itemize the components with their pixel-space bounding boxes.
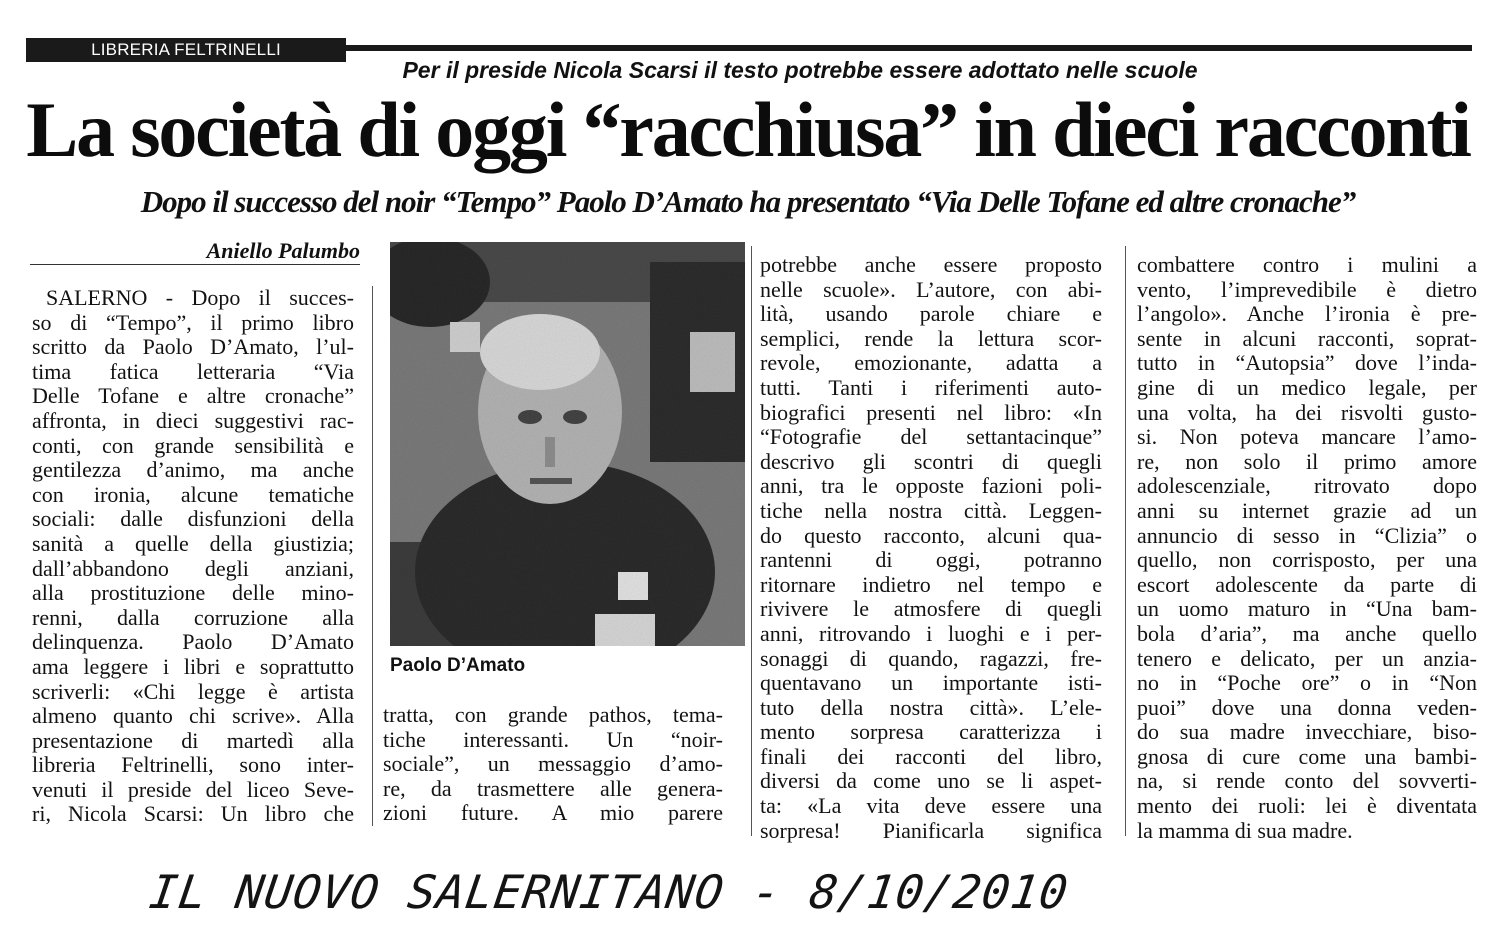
text-line: vento, l’imprevedibile è dietro [1137,277,1477,302]
text-line: adolescenziale, ritrovato dopo [1137,474,1477,499]
text-line: ritornare indietro nel tempo e [760,572,1102,597]
text-line: tuto della nostra città». L’ele- [760,695,1102,720]
photo-caption: Paolo D’Amato [390,655,526,676]
text-line: venuti il preside del liceo Seve- [32,777,354,802]
column-divider [751,246,752,836]
text-line: alla prostituzione delle mino- [32,581,354,606]
article-column-2 [383,703,723,826]
text-line: so di “Tempo”, il primo libro [32,310,354,335]
article-column-4 [1137,253,1477,843]
text-line: tiche nella nostra città. Leggen- [760,498,1102,523]
text-line: Delle Tofane e altre cronache” [32,384,354,409]
text-line: tima fatica letteraria “Via [32,359,354,384]
subheadline: Dopo il successo del noir “Tempo” Paolo D’Amato ha presentato “Via Delle Tofane ed altre cronache” [140,184,1356,219]
text-line: con ironia, alcune tematiche [32,482,354,507]
text-line: anni, ritrovando i luoghi e i per- [760,621,1102,646]
text-line: bola d’aria”, ma anche quello [1137,621,1477,646]
text-line: biografici presenti nel libro: «In [760,400,1102,425]
text-line: mento dei ruoli: lei è diventata [1137,794,1477,819]
text-line: conti, con grande sensibilità e [32,433,354,458]
text-line: rantenni di oggi, potranno [760,548,1102,573]
text-line: combattere contro i mulini a [1137,253,1477,277]
text-line: lità, usando parole chiare e [760,302,1102,327]
byline: Aniello Palumbo [206,238,360,263]
column-divider [1125,246,1126,836]
text-line: sente in alcuni racconti, soprat- [1137,326,1477,351]
text-line: semplici, rende la lettura scor- [760,326,1102,351]
headline: La società di oggi “racchiusa” in dieci racconti [26,86,1470,173]
text-line: tiche interessanti. Un “noir- [383,727,723,752]
text-line: gine di un medico legale, per [1137,375,1477,400]
author-photo [390,242,745,646]
text-line: sociale”, un messaggio d’amo- [383,752,723,777]
author-portrait-image [390,242,745,646]
text-line: do sua madre invecchiare, biso- [1137,720,1477,745]
text-line: una volta, ha dei risvolti gusto- [1137,400,1477,425]
byline-rule [30,264,360,265]
text-line: finali dei racconti del libro, [760,744,1102,769]
section-label: LIBRERIA FELTRINELLI [26,38,346,62]
text-line: sociali: dalle disfunzioni della [32,507,354,532]
text-line: ta: «La vita deve essere una [760,794,1102,819]
text-line: un uomo maturo in “Una bam- [1137,597,1477,622]
text-line: tutti. Tanti i riferimenti auto- [760,375,1102,400]
text-line: sorpresa! Pianificarla significa [760,818,1102,843]
text-line: no in “Poche ore” o in “Non [1137,671,1477,696]
text-line: zioni future. A mio parere [383,801,723,826]
text-line: SALERNO - Dopo il succes- [46,286,354,310]
text-line: mento sorpresa caratterizza i [760,720,1102,745]
kicker: Per il preside Nicola Scarsi il testo potrebbe essere adottato nelle scuole [402,57,1198,83]
text-line: sanità a quelle della giustizia; [32,531,354,556]
text-line: scriverli: «Chi legge è artista [32,679,354,704]
text-line: libreria Feltrinelli, sono inter- [32,753,354,778]
text-line: sonaggi di quando, ragazzi, fre- [760,646,1102,671]
text-line: gnosa di cure come una bambi- [1137,744,1477,769]
text-line: renni, dalla corruzione alla [32,605,354,630]
text-line: tratta, con grande pathos, tema- [383,703,723,727]
article-column-1 [32,286,354,827]
text-line: quello, non corrisposto, per una [1137,548,1477,573]
text-line: delinquenza. Paolo D’Amato [32,630,354,655]
text-line: puoi” dove una donna veden- [1137,695,1477,720]
text-line: scritto da Paolo D’Amato, l’ul- [32,335,354,360]
text-line: dall’abbandono degli anziani, [32,556,354,581]
text-line: potrebbe anche essere proposto [760,253,1102,277]
text-line: diversi da come uno se li aspet- [760,769,1102,794]
text-line: anni, tra le opposte fazioni poli- [760,474,1102,499]
text-line: re, da trasmettere alle genera- [383,776,723,801]
text-line: “Fotografie del settantacinque” [760,425,1102,450]
text-line: do questo racconto, alcuni qua- [760,523,1102,548]
text-line: almeno quanto chi scrive». Alla [32,704,354,729]
column-divider [372,286,373,826]
text-line: revole, emozionante, adatta a [760,351,1102,376]
text-line: rivivere le atmosfere di quegli [760,597,1102,622]
text-line: ama leggere i libri e soprattutto [32,654,354,679]
text-line: gentilezza d’animo, ma anche [32,458,354,483]
text-line: affronta, in dieci suggestivi rac- [32,408,354,433]
text-line: tenero e delicato, per un anzia- [1137,646,1477,671]
text-line: anni su internet grazie ad un [1137,498,1477,523]
text-line: annuncio di sesso in “Clizia” o [1137,523,1477,548]
text-line: presentazione di martedì alla [32,728,354,753]
text-line: tutto in “Autopsia” dove l’inda- [1137,351,1477,376]
text-line: si. Non poteva mancare l’amo- [1137,425,1477,450]
handwritten-source-note: IL NUOVO SALERNITANO - 8/10/2010 [146,865,1073,919]
text-line: la mamma di sua madre. [1137,818,1353,843]
text-line: re, non solo il primo amore [1137,449,1477,474]
text-line: descrivo gli scontri di quegli [760,449,1102,474]
text-line: quentavano un importante isti- [760,671,1102,696]
text-line: l’angolo». Anche l’ironia è pre- [1137,302,1477,327]
text-line: escort adolescente da parte di [1137,572,1477,597]
text-line: nelle scuole». L’autore, con abi- [760,277,1102,302]
text-line: na, si rende conto del sovverti- [1137,769,1477,794]
header-rule [346,45,1472,51]
article-column-3 [760,253,1102,843]
text-line: ri, Nicola Scarsi: Un libro che [32,802,354,827]
